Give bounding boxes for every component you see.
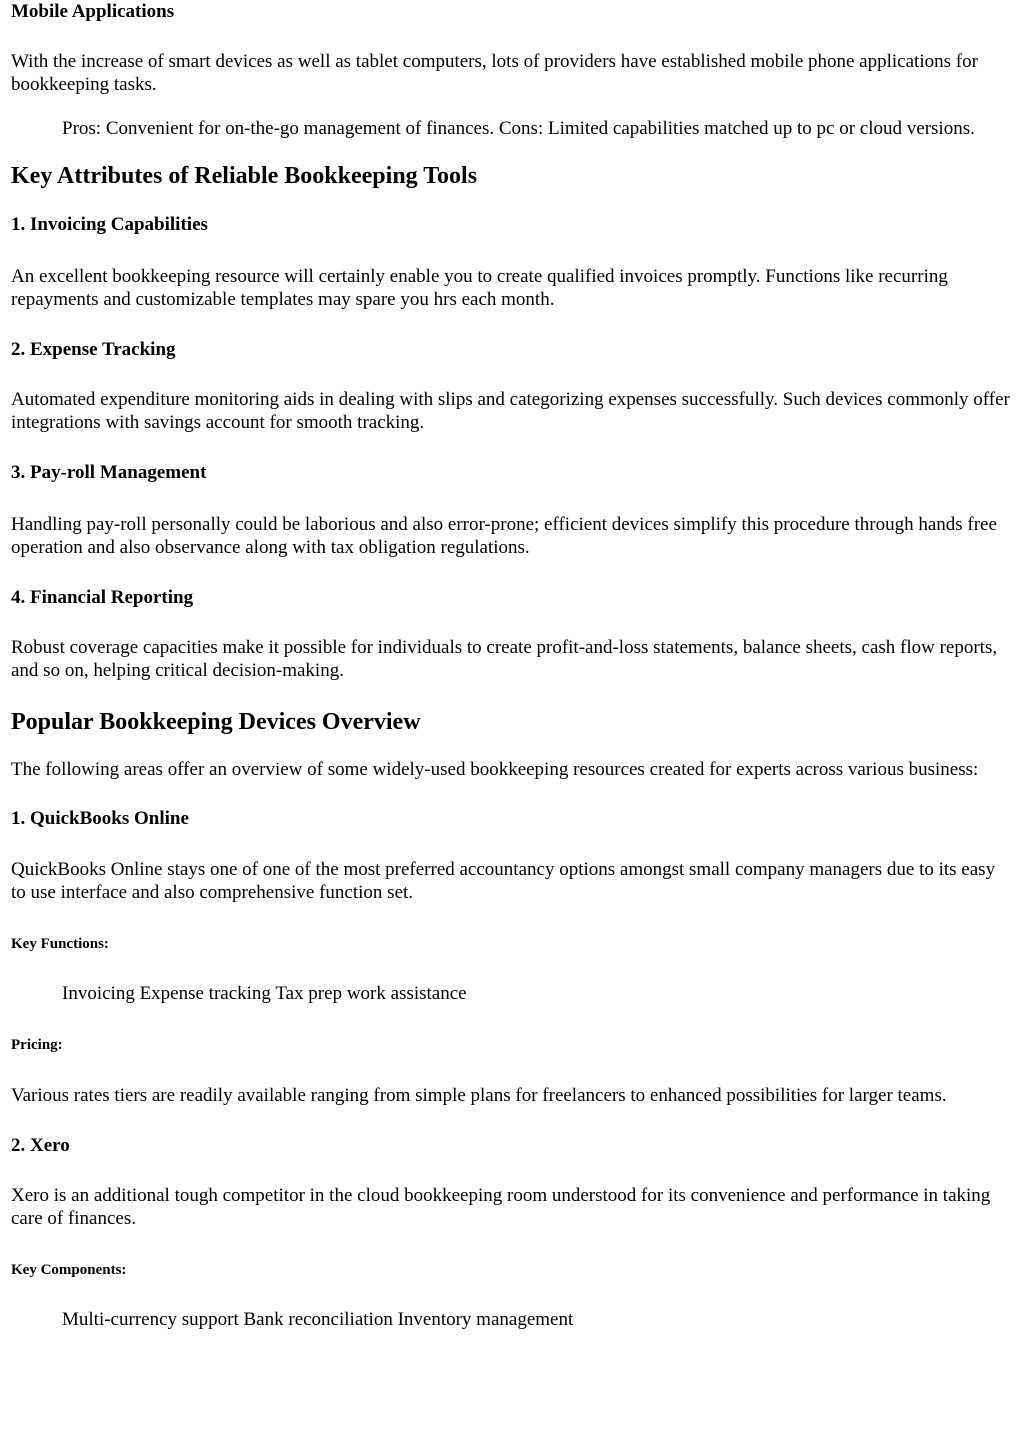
- quickbooks-functions-label: Key Functions:: [11, 936, 109, 952]
- financial-reporting-heading: 4. Financial Reporting: [11, 587, 194, 608]
- expense-tracking-heading: 2. Expense Tracking: [11, 339, 176, 360]
- xero-components-label: Key Components:: [11, 1262, 127, 1278]
- xero-heading: 2. Xero: [11, 1135, 70, 1156]
- mobile-applications-body: With the increase of smart devices as well as tablet computers, lots of providers have established mobile phone applications for bookkeeping tasks.: [11, 51, 978, 95]
- quickbooks-pricing-body: Various rates tiers are readily available ranging from simple plans for freelancers to enhanced possibilities for larger teams.: [11, 1085, 947, 1106]
- xero-components-list: Multi-currency support Bank reconciliation Inventory management: [62, 1309, 574, 1330]
- quickbooks-functions-list: Invoicing Expense tracking Tax prep work assistance: [62, 983, 467, 1004]
- popular-devices-intro: The following areas offer an overview of some widely-used bookkeeping resources created for experts across various business:: [11, 759, 979, 780]
- mobile-applications-heading: Mobile Applications: [11, 1, 175, 22]
- mobile-pros-cons-quote: Pros: Convenient for on-the-go management of finances. Cons: Limited capabilities matched up to pc or cloud versions.: [62, 118, 975, 139]
- invoicing-heading: 1. Invoicing Capabilities: [11, 214, 208, 235]
- financial-reporting-body: Robust coverage capacities make it possible for individuals to create profit-and-loss statements, balance sheets, cash flow reports, and so on, helping critical decision-making.: [11, 637, 998, 681]
- key-attributes-heading: Key Attributes of Reliable Bookkeeping Tools: [11, 163, 478, 189]
- invoicing-body: An excellent bookkeeping resource will certainly enable you to create qualified invoices promptly. Functions like recurring repayments and customizable templates may spare you hrs each month.: [11, 266, 948, 310]
- payroll-body: Handling pay-roll personally could be laborious and also error-prone; efficient devices simplify this procedure through hands free operation and also observance along with tax obligation regulations.: [11, 514, 997, 558]
- xero-body: Xero is an additional tough competitor in the cloud bookkeeping room understood for its convenience and performance in taking care of finances.: [11, 1185, 991, 1229]
- quickbooks-body: QuickBooks Online stays one of one of the most preferred accountancy options amongst small company managers due to its easy to use interface and also comprehensive function set.: [11, 859, 996, 903]
- expense-tracking-body: Automated expenditure monitoring aids in dealing with slips and categorizing expenses successfully. Such devices commonly offer integrations with savings account for smooth tracking.: [11, 389, 1010, 433]
- popular-devices-heading: Popular Bookkeeping Devices Overview: [11, 709, 421, 735]
- quickbooks-heading: 1. QuickBooks Online: [11, 808, 189, 829]
- payroll-heading: 3. Pay-roll Management: [11, 462, 207, 483]
- quickbooks-pricing-label: Pricing:: [11, 1037, 63, 1053]
